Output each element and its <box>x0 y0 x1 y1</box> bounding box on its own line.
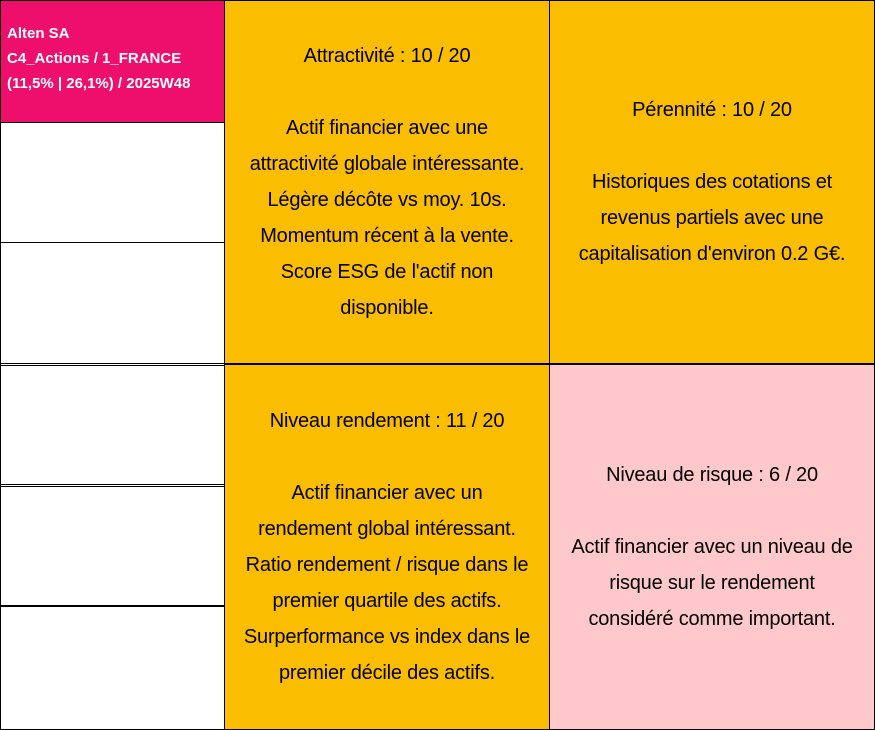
attractivite-text-line: Momentum récent à la vente. <box>260 225 514 247</box>
asset-category: C4_Actions / 1_FRANCE <box>7 50 182 67</box>
risque-text-line: considéré comme important. <box>588 608 836 630</box>
asset-header-cell <box>0 0 225 123</box>
risque-score: Niveau de risque : 6 / 20 <box>606 464 818 486</box>
attractivite-score: Attractivité : 10 / 20 <box>303 45 471 67</box>
perennite-score: Pérennité : 10 / 20 <box>632 99 792 121</box>
perennite-card <box>549 0 875 364</box>
empty-cell <box>0 365 225 485</box>
risque-text-line: Actif financier avec un niveau de <box>571 536 853 558</box>
asset-period: (11,5% | 26,1%) / 2025W48 <box>7 75 191 92</box>
rendement-text-line: Surperformance vs index dans le <box>243 626 531 648</box>
risque-text-line: risque sur le rendement <box>609 572 815 594</box>
attractivite-text-line: Légère décôte vs moy. 10s. <box>267 189 507 211</box>
empty-cell <box>0 486 225 606</box>
attractivite-text-line: Actif financier avec une <box>286 117 488 139</box>
asset-name: Alten SA <box>7 25 70 42</box>
rendement-text-line: premier quartile des actifs. <box>272 590 502 612</box>
attractivite-card <box>224 0 550 364</box>
perennite-text-line: Historiques des cotations et <box>591 171 833 193</box>
attractivite-text-line: disponible. <box>340 297 434 319</box>
attractivite-text-line: attractivité globale intéressante. <box>249 153 525 175</box>
perennite-text-line: capitalisation d'environ 0.2 G€. <box>578 243 846 265</box>
rendement-text-line: premier décile des actifs. <box>278 662 495 684</box>
rendement-text-line: Ratio rendement / risque dans le <box>245 554 529 576</box>
empty-cell <box>0 122 225 243</box>
empty-cell <box>0 606 225 730</box>
rendement-score: Niveau rendement : 11 / 20 <box>269 410 505 432</box>
rendement-card <box>224 364 550 730</box>
rendement-text-line: Actif financier avec un <box>291 482 483 504</box>
empty-cell <box>0 242 225 364</box>
perennite-text-line: revenus partiels avec une <box>600 207 824 229</box>
attractivite-text-line: Score ESG de l'actif non <box>280 261 494 283</box>
rendement-text-line: rendement global intéressant. <box>258 518 516 540</box>
risque-card <box>549 364 875 730</box>
